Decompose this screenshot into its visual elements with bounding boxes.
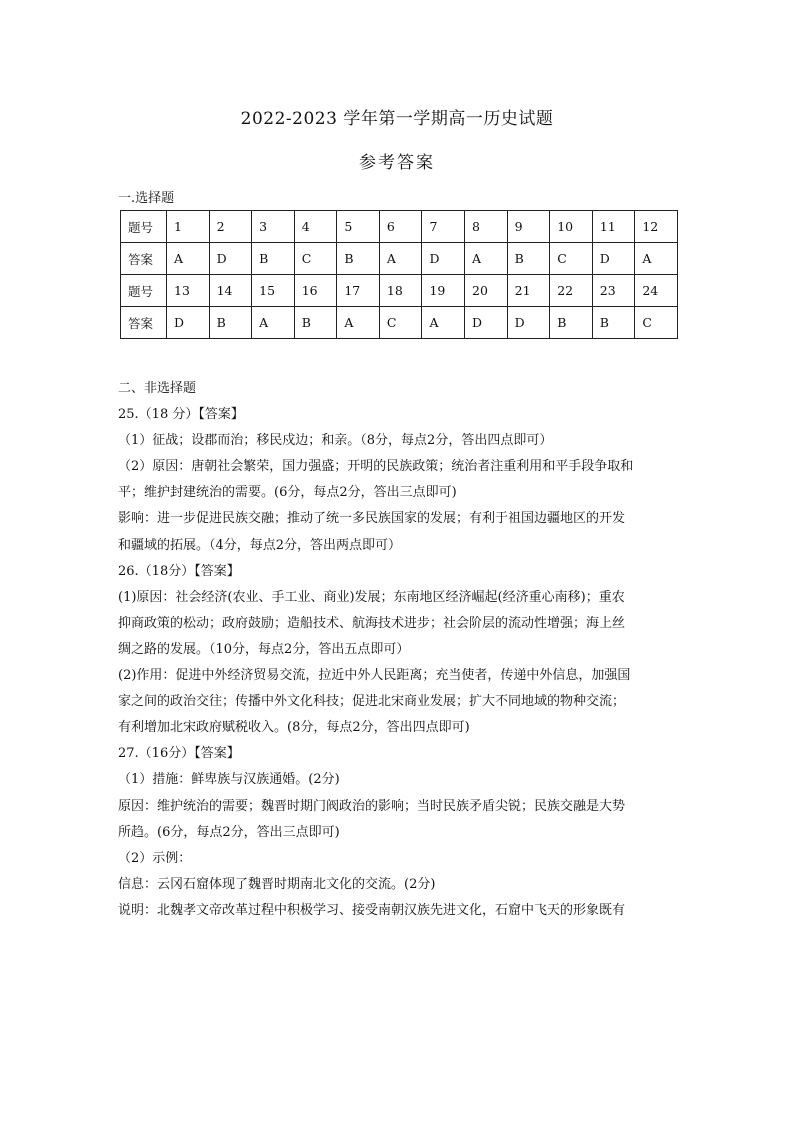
table-row: [121, 275, 678, 307]
table-cell: D: [167, 307, 210, 339]
table-cell: B: [592, 307, 635, 339]
text-line: (1)原因：社会经济(农业、手工业、商业)发展；东南地区经济崛起(经济重心南移)；重农: [118, 589, 625, 605]
document-title: 2022-2023 学年第一学期高一历史试题: [240, 109, 554, 129]
section-heading-choice: 一.选择题: [118, 191, 175, 206]
table-cell: 11: [592, 211, 635, 243]
text-line: （1）措施：鲜卑族与汉族通婚。(2分): [118, 772, 340, 788]
answer-table: [120, 210, 678, 339]
text-line: 和疆域的拓展。（4分，每点2分，答出两点即可）: [118, 537, 402, 553]
row-label-cell: 题号: [121, 275, 167, 307]
text-line: 所趋。(6分，每点2分，答出三点即可): [118, 824, 340, 840]
table-cell: 4: [294, 211, 337, 243]
section-heading-open: 二、非选择题: [118, 381, 197, 396]
table-cell: 14: [209, 275, 252, 307]
text-line: 信息：云冈石窟体现了魏晋时期南北文化的交流。(2分): [118, 876, 436, 892]
table-cell: 3: [252, 211, 295, 243]
table-cell: A: [337, 307, 380, 339]
table-cell: 5: [337, 211, 380, 243]
table-cell: 9: [507, 211, 550, 243]
text-line: （1）征战；设郡而治；移民戍边；和亲。（8分，每点2分，答出四点即可）: [118, 433, 553, 449]
table-cell: A: [422, 307, 465, 339]
table-cell: 22: [550, 275, 593, 307]
table-cell: D: [209, 243, 252, 275]
table-cell: B: [550, 307, 593, 339]
table-cell: C: [294, 243, 337, 275]
table-cell: 17: [337, 275, 380, 307]
table-cell: D: [422, 243, 465, 275]
text-line: 27.（16分）【答案】: [118, 746, 240, 762]
table-cell: 21: [507, 275, 550, 307]
table-cell: 16: [294, 275, 337, 307]
table-cell: 24: [635, 275, 678, 307]
table-cell: B: [507, 243, 550, 275]
table-cell: C: [379, 307, 422, 339]
table-cell: B: [294, 307, 337, 339]
text-line: 25.（18 分）【答案】: [118, 407, 244, 423]
table-cell: 20: [465, 275, 508, 307]
text-line: 说明：北魏孝文帝改革过程中积极学习、接受南朝汉族先进文化，石窟中飞天的形象既有: [118, 902, 626, 918]
table-cell: D: [465, 307, 508, 339]
table-row: [121, 211, 678, 243]
text-line: 家之间的政治交往；传播中外文化科技；促进北宋商业发展；扩大不同地域的物种交流；: [118, 694, 626, 710]
table-cell: A: [635, 243, 678, 275]
document-subtitle: 参考答案: [359, 153, 435, 173]
text-line: （2）示例：: [118, 850, 192, 866]
table-cell: B: [209, 307, 252, 339]
table-cell: 2: [209, 211, 252, 243]
table-cell: 10: [550, 211, 593, 243]
table-cell: D: [507, 307, 550, 339]
table-cell: B: [252, 243, 295, 275]
table-cell: C: [635, 307, 678, 339]
table-cell: A: [379, 243, 422, 275]
text-line: (2)作用：促进中外经济贸易交流，拉近中外人民距离；充当使者，传递中外信息，加强国: [118, 668, 631, 684]
row-label-cell: 答案: [121, 243, 167, 275]
table-cell: D: [592, 243, 635, 275]
table-row: [121, 307, 678, 339]
table-cell: 1: [167, 211, 210, 243]
table-cell: A: [465, 243, 508, 275]
table-cell: C: [550, 243, 593, 275]
text-line: （2）原因：唐朝社会繁荣，国力强盛；开明的民族政策；统治者注重利用和平手段争取和: [118, 459, 634, 475]
text-line: 原因：维护统治的需要；魏晋时期门阀政治的影响；当时民族矛盾尖锐；民族交融是大势: [118, 798, 626, 814]
table-row: [121, 243, 678, 275]
table-cell: 8: [465, 211, 508, 243]
table-cell: 7: [422, 211, 465, 243]
table-cell: 6: [379, 211, 422, 243]
text-line: 平；维护封建统治的需要。(6分，每点2分，答出三点即可): [118, 485, 457, 501]
text-line: 抑商政策的松动；政府鼓励；造船技术、航海技术进步；社会阶层的流动性增强；海上丝: [118, 615, 626, 631]
table-cell: 18: [379, 275, 422, 307]
table-cell: A: [167, 243, 210, 275]
table-cell: 12: [635, 211, 678, 243]
text-line: 26.（18分）【答案】: [118, 563, 240, 579]
table-cell: 13: [167, 275, 210, 307]
table-cell: 15: [252, 275, 295, 307]
text-line: 影响：进一步促进民族交融；推动了统一多民族国家的发展；有利于祖国边疆地区的开发: [118, 511, 626, 527]
table-cell: 19: [422, 275, 465, 307]
text-line: 有利增加北宋政府赋税收入。(8分，每点2分，答出四点即可): [118, 720, 470, 736]
row-label-cell: 答案: [121, 307, 167, 339]
row-label-cell: 题号: [121, 211, 167, 243]
table-cell: B: [337, 243, 380, 275]
open-answers: [118, 376, 678, 924]
table-cell: 23: [592, 275, 635, 307]
text-line: 绸之路的发展。（10分，每点2分，答出五点即可）: [118, 641, 410, 657]
table-cell: A: [252, 307, 295, 339]
